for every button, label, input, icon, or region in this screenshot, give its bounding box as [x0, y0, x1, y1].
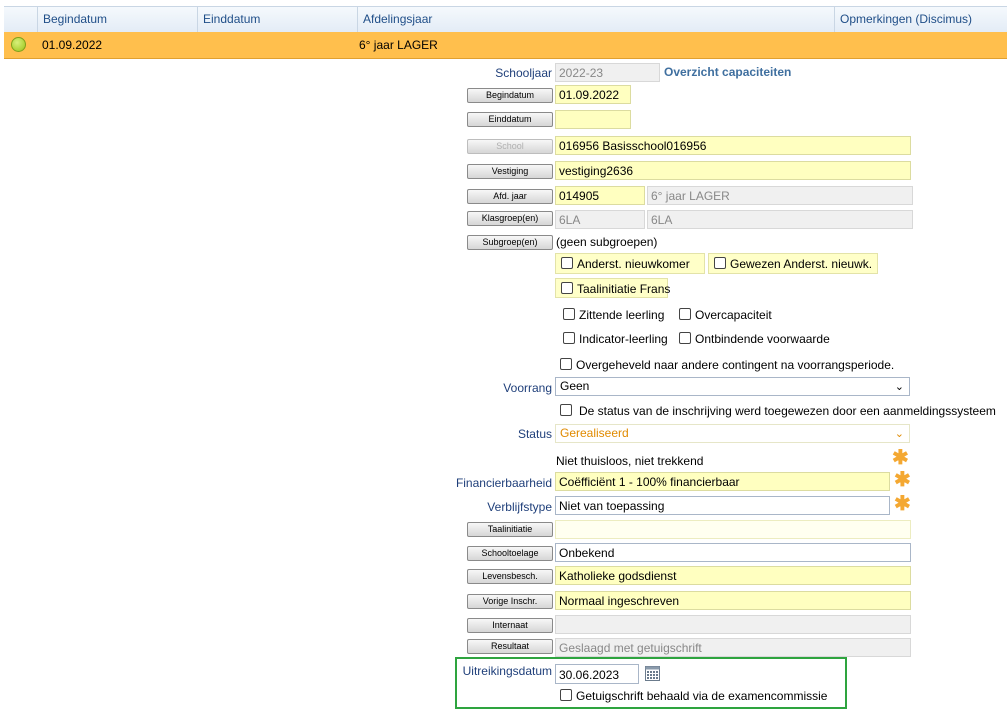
status-value: Gerealiseerd [560, 426, 629, 440]
taalinitiatie-frans-checkbox[interactable] [561, 282, 573, 294]
klasgroep-field-2: 6LA [647, 210, 913, 229]
taalinitiatie-button[interactable]: Taalinitiatie [467, 522, 553, 537]
begindatum-button[interactable]: Begindatum [467, 88, 553, 103]
status-dot-icon [11, 37, 26, 52]
uitreikingsdatum-label: Uitreikingsdatum [462, 664, 552, 678]
overzicht-capaciteiten-link[interactable]: Overzicht capaciteiten [664, 65, 792, 79]
afdjaar-name-field: 6° jaar LAGER [647, 186, 913, 205]
examencommissie-checkbox[interactable] [560, 689, 572, 701]
overgeheveld-checkbox[interactable] [560, 358, 572, 370]
zittende-leerling-label: Zittende leerling [579, 308, 665, 322]
einddatum-field[interactable] [555, 110, 631, 129]
indicator-leerling-label: Indicator-leerling [579, 332, 668, 346]
voorrang-value: Geen [560, 379, 590, 393]
gewezen-anderst-label: Gewezen Anderst. nieuwk. [730, 257, 873, 271]
taalinitiatie-field[interactable] [555, 520, 911, 539]
uitreikingsdatum-field[interactable]: 30.06.2023 [555, 664, 639, 684]
schooljaar-label: Schooljaar [495, 66, 552, 80]
col-opmerkingen[interactable]: Opmerkingen (Discimus) [834, 7, 1007, 32]
status-label: Status [517, 427, 552, 441]
col-einddatum[interactable]: Einddatum [197, 7, 357, 32]
required-star-icon: ✱ [894, 493, 911, 515]
thuisloos-text: Niet thuisloos, niet trekkend [556, 454, 704, 468]
col-begindatum[interactable]: Begindatum [37, 7, 197, 32]
ontbindende-voorwaarde-label: Ontbindende voorwaarde [695, 332, 830, 346]
chevron-down-icon: ⌄ [894, 428, 904, 440]
klasgroep-button[interactable]: Klasgroep(en) [467, 211, 553, 226]
internaat-field [555, 615, 911, 634]
internaat-button[interactable]: Internaat [467, 618, 553, 633]
anderst-nieuwkomer-label: Anderst. nieuwkomer [577, 257, 690, 271]
einddatum-button[interactable]: Einddatum [467, 112, 553, 127]
overcapaciteit-label: Overcapaciteit [695, 308, 772, 322]
row-begindatum: 01.09.2022 [42, 38, 103, 52]
resultaat-button[interactable]: Resultaat [467, 639, 553, 654]
levensbesch-field[interactable]: Katholieke godsdienst [555, 566, 911, 585]
taalinitiatie-frans-label: Taalinitiatie Frans [577, 282, 671, 296]
afdjaar-code-field[interactable]: 014905 [555, 186, 645, 205]
financierbaarheid-label: Financierbaarheid [455, 476, 552, 490]
verblijfstype-label: Verblijfstype [487, 500, 552, 514]
chevron-down-icon: ⌄ [894, 381, 904, 393]
indicator-leerling-checkbox[interactable] [563, 332, 575, 344]
voorrang-select[interactable] [555, 377, 910, 396]
voorrang-label: Voorrang [503, 381, 552, 395]
ontbindende-voorwaarde-checkbox[interactable] [679, 332, 691, 344]
overgeheveld-label: Overgeheveld naar andere contingent na voorrangsperiode. [576, 358, 895, 372]
schooltoelage-button[interactable]: Schooltoelage [467, 546, 553, 561]
afdjaar-button[interactable]: Afd. jaar [467, 189, 553, 204]
schooljaar-field: 2022-23 [555, 63, 660, 82]
calendar-icon[interactable] [645, 666, 660, 681]
gewezen-anderst-checkbox[interactable] [714, 257, 726, 269]
resultaat-field: Geslaagd met getuigschrift [555, 638, 911, 657]
col-afdelingsjaar[interactable]: Afdelingsjaar [357, 7, 834, 32]
status-select[interactable] [555, 424, 910, 443]
row-afdelingsjaar: 6° jaar LAGER [359, 38, 438, 52]
grid-header [4, 6, 1007, 33]
status-systeem-label: De status van de inschrijving werd toegewezen door een aanmeldingssysteem [579, 404, 996, 418]
overcapaciteit-checkbox[interactable] [679, 308, 691, 320]
financierbaarheid-field[interactable]: Coëfficiënt 1 - 100% financierbaar [555, 472, 890, 491]
vestiging-button[interactable]: Vestiging [467, 164, 553, 179]
vestiging-field[interactable]: vestiging2636 [555, 161, 911, 180]
required-star-icon: ✱ [892, 447, 909, 469]
table-row[interactable] [4, 32, 1007, 59]
required-star-icon: ✱ [894, 469, 911, 491]
schooltoelage-field[interactable]: Onbekend [555, 543, 911, 562]
anderst-nieuwkomer-checkbox[interactable] [561, 257, 573, 269]
school-field[interactable]: 016956 Basisschool016956 [555, 136, 911, 155]
subgroep-button[interactable]: Subgroep(en) [467, 235, 553, 250]
vorige-inschrijving-button[interactable]: Vorige Inschr. [467, 594, 553, 609]
status-systeem-checkbox[interactable] [560, 404, 572, 416]
verblijfstype-field[interactable]: Niet van toepassing [555, 496, 890, 515]
school-button: School [467, 139, 553, 154]
subgroep-value: (geen subgroepen) [556, 235, 658, 249]
begindatum-field[interactable]: 01.09.2022 [555, 85, 631, 104]
examencommissie-label: Getuigschrift behaald via de examencommissie [576, 689, 828, 703]
klasgroep-field-1: 6LA [555, 210, 645, 229]
levensbesch-button[interactable]: Levensbesch. [467, 569, 553, 584]
vorige-inschrijving-field[interactable]: Normaal ingeschreven [555, 591, 911, 610]
zittende-leerling-checkbox[interactable] [563, 308, 575, 320]
